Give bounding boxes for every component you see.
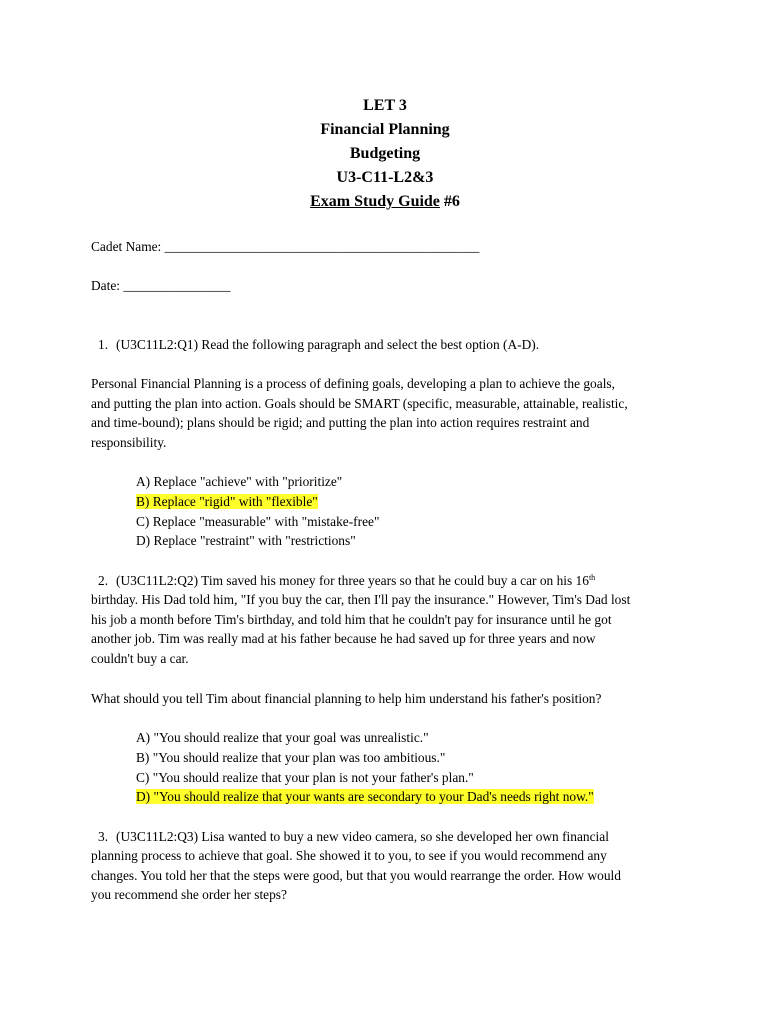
passage-line: and putting the plan into action. Goals should be SMART (specific, measurable, attainable, realistic, [91, 395, 628, 411]
passage-line: his job a month before Tim's birthday, and told him that he couldn't pay for insurance until he got [91, 611, 612, 627]
passage-line: and time-bound); plans should be rigid; and putting the plan into action requires restraint and [91, 415, 590, 431]
header-topic: Financial Planning [320, 121, 450, 138]
question-1-text: (U3C11L2:Q1) Read the following paragraph and select the best option (A-D). [116, 337, 540, 352]
question-1-prompt [98, 335, 539, 355]
option-c-label: C) "You should realize that your plan is not your father's plan." [136, 769, 474, 785]
passage-line: you recommend she order her steps? [91, 887, 287, 903]
option-a[interactable] [136, 472, 379, 492]
question-2-question: What should you tell Tim about financial planning to help him understand his father's position? [91, 691, 602, 706]
guide-number: #6 [439, 193, 460, 210]
header-subtopic: Budgeting [349, 145, 421, 162]
question-2-number: 2. [98, 573, 109, 588]
option-b-label: B) Replace "rigid" with "flexible" [136, 493, 318, 509]
question-2-passage [91, 590, 691, 668]
question-1-options [136, 472, 379, 551]
option-c[interactable] [136, 512, 379, 532]
option-d[interactable] [136, 531, 379, 551]
passage-line: responsibility. [91, 434, 167, 450]
guide-title-underlined: Exam Study Guide [310, 193, 440, 210]
option-b-highlighted[interactable] [136, 492, 379, 512]
passage-line: planning process to achieve that goal. She showed it to you, to see if you would recommend any [91, 848, 607, 863]
option-d-label: D) "You should realize that your wants are secondary to your Dad's needs right now." [136, 789, 594, 805]
option-d-label: D) Replace "restraint" with "restrictions" [136, 533, 356, 549]
option-d-highlighted[interactable] [136, 787, 594, 807]
question-1-passage [91, 374, 691, 452]
passage-line: changes. You told her that the steps were good, but that you would rearrange the order. How would [91, 867, 621, 883]
passage-line: couldn't buy a car. [91, 650, 189, 666]
option-a[interactable] [136, 728, 594, 748]
passage-line: birthday. His Dad told him, "If you buy the car, then I'll pay the insurance." However, Tim's Dad lost [91, 592, 631, 607]
question-3-passage [91, 846, 691, 905]
header-code: U3-C11-L2&3 [336, 169, 434, 186]
question-3-text: (U3C11L2:Q3) Lisa wanted to buy a new video camera, so she developed her own financial [116, 829, 609, 844]
passage-line: Personal Financial Planning is a process of defining goals, developing a plan to achieve the goals, [91, 376, 615, 391]
option-c-label: C) Replace "measurable" with "mistake-free" [136, 513, 380, 529]
question-3-prompt [98, 827, 609, 847]
header-guide-title [0, 190, 770, 214]
question-2-text: (U3C11L2:Q2) Tim saved his money for three years so that he could buy a car on his 16 [116, 573, 589, 588]
option-b[interactable] [136, 748, 594, 768]
question-3-number: 3. [98, 829, 109, 844]
date-field[interactable]: Date: ________________ [91, 278, 231, 293]
option-a-label: A) "You should realize that your goal was unrealistic." [136, 730, 429, 745]
option-c[interactable] [136, 768, 594, 788]
option-a-label: A) Replace "achieve" with "prioritize" [136, 474, 343, 489]
option-b-label: B) "You should realize that your plan was too ambitious." [136, 749, 446, 765]
ordinal-suffix: th [588, 573, 596, 582]
passage-line: another job. Tim was really mad at his father because he had saved up for three years and now [91, 631, 596, 647]
cadet-name-field[interactable]: Cadet Name: _______________________________________________ [91, 239, 480, 254]
document-header [0, 94, 770, 214]
header-course: LET 3 [363, 97, 407, 114]
question-2-options [136, 728, 594, 807]
question-1-number: 1. [98, 337, 109, 352]
question-2-prompt [98, 571, 595, 591]
